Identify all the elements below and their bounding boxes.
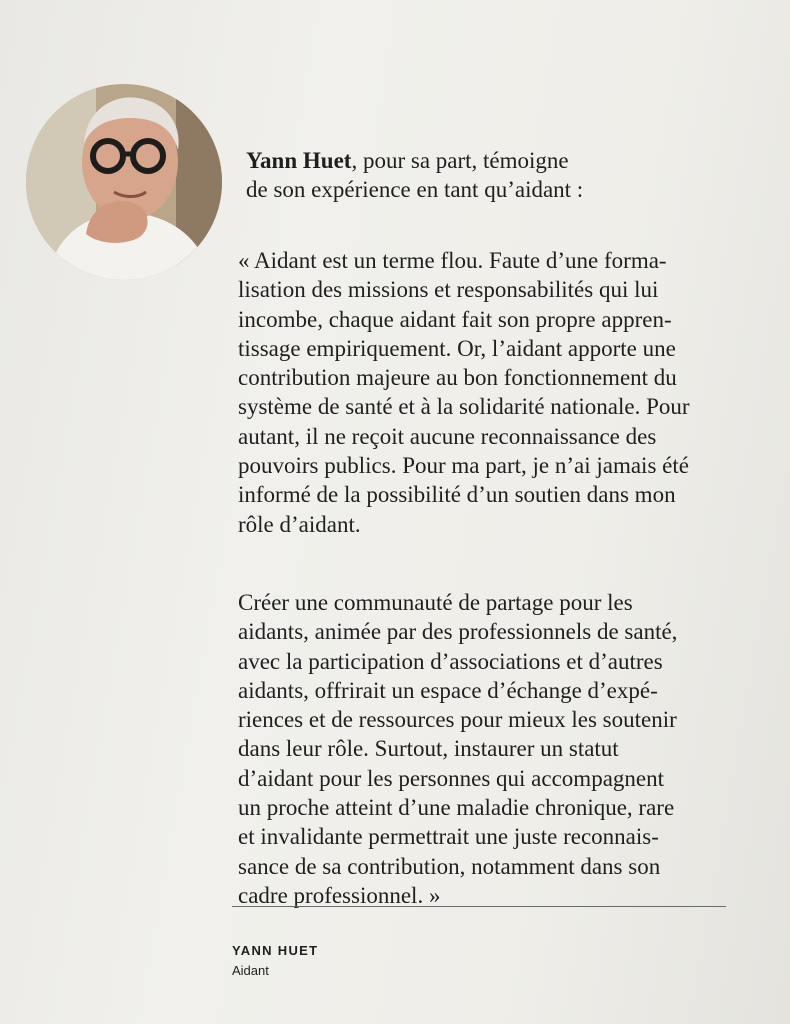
intro-text [246,146,686,204]
quote-line: informé de la possibilité d’un soutien dans mon [238,482,676,508]
quote-line: Créer une communauté de partage pour les [238,590,633,615]
quote-line: « Aidant est un terme flou. Faute d’une forma- [238,248,667,273]
quote-line: dans leur rôle. Surtout, instaurer un statut [238,736,619,762]
quote-line: d’aidant pour les personnes qui accompagnent [238,765,665,791]
intro-line2: de son expérience en tant qu’aidant : [246,177,584,202]
quote-line: lisation des missions et responsabilités qui lui [238,277,659,303]
quote-line: incombe, chaque aidant fait son propre appren- [238,306,672,332]
portrait-photo [26,84,222,280]
quote-line: contribution majeure au bon fonctionnement du [238,365,677,391]
quote-line: système de santé et à la solidarité nationale. Pour [238,394,690,420]
quote-paragraph-1 [238,246,738,539]
quote-line: et invalidante permettrait une juste reconnais- [238,824,659,850]
quote-line: rôle d’aidant. [238,511,361,537]
divider-line [232,906,726,907]
intro-line1-rest: , pour sa part, témoigne [351,148,569,173]
signature-name: YANN HUET [232,943,319,958]
quote-line: pouvoirs publics. Pour ma part, je n’ai jamais été [238,453,689,479]
quote-line: autant, il ne reçoit aucune reconnaissance des [238,423,657,449]
portrait-illustration [26,84,222,280]
quote-line: un proche atteint d’une maladie chronique, rare [238,795,675,821]
signature-role: Aidant [232,963,269,978]
quote-line: riences et de ressources pour mieux les soutenir [238,707,677,733]
quote-line: avec la participation d’associations et d’autres [238,648,663,674]
quote-paragraph-2 [238,588,738,910]
speaker-name: Yann Huet [246,148,352,173]
quote-line: sance de sa contribution, notamment dans son [238,853,661,879]
quote-line: cadre professionnel. » [238,882,441,908]
quote-line: aidants, animée par des professionnels de santé, [238,619,678,645]
quote-line: aidants, offrirait un espace d’échange d’expé- [238,677,658,703]
quote-line: tissage empiriquement. Or, l’aidant apporte une [238,335,676,361]
